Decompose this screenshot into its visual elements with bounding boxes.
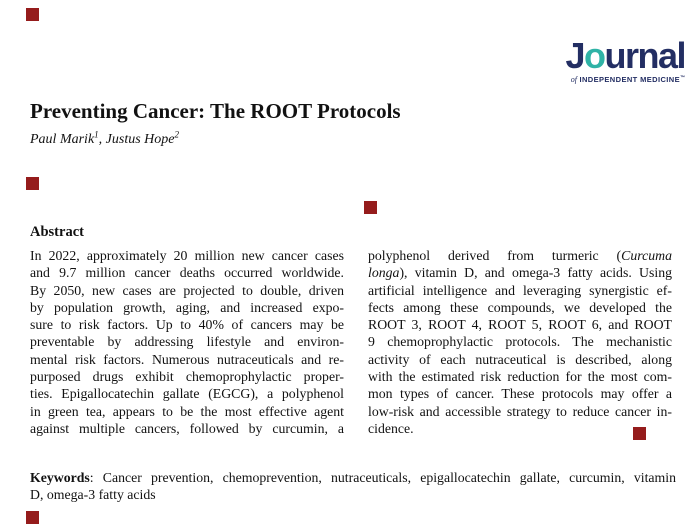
logo-tagline <box>565 75 685 84</box>
abstract-line: preventable by addressing lifestyle and environ- <box>30 334 344 350</box>
abstract-line: cidence. <box>368 420 414 436</box>
keywords-block <box>30 469 676 504</box>
annotation-marker-square <box>26 511 39 524</box>
logo-tagline-of: of <box>570 75 577 84</box>
abstract-line: By 2050, new cases are projected to double, driven <box>30 282 344 298</box>
annotation-marker-square <box>26 8 39 21</box>
keywords-line-2: D, omega-3 fatty acids <box>30 487 156 503</box>
abstract-line: 9 chemoprophylactic protocols. The mechanistic <box>368 334 672 350</box>
abstract-line: low-risk and accessible strategy to reduce cancer in- <box>368 403 672 419</box>
keywords-label: Keywords <box>30 470 90 485</box>
abstract-line: fects among these compounds, we developed the <box>368 299 672 315</box>
annotation-marker-square <box>26 177 39 190</box>
abstract-body <box>30 247 672 437</box>
logo-letters-urnal: urnal <box>604 35 685 76</box>
author-name: Paul Marik <box>30 132 95 147</box>
author-name: Justus Hope <box>105 132 175 147</box>
logo-wordmark <box>565 35 685 76</box>
logo-letter-j: J <box>565 35 584 76</box>
trademark-symbol: ™ <box>680 75 685 81</box>
abstract-line: artificial intelligence and leveraging synergistic ef- <box>368 282 672 298</box>
abstract-line: sure to risk factors. Up to 40% of cancers may be <box>30 317 344 333</box>
abstract-line: by population growth, aging, and increased expo- <box>30 299 344 315</box>
paper-title: Preventing Cancer: The ROOT Protocols <box>30 99 401 123</box>
abstract-line: In 2022, approximately 20 million new cancer cases <box>30 248 344 263</box>
abstract-line: ROOT 3, ROOT 4, ROOT 5, ROOT 6, and ROOT <box>368 317 672 333</box>
logo-letter-o: o <box>583 35 605 76</box>
abstract-column-left <box>30 247 344 437</box>
abstract-line: activity of each nutraceutical is described, along <box>368 351 672 367</box>
logo-tagline-text: INDEPENDENT MEDICINE <box>579 75 680 84</box>
abstract-line: and 9.7 million cancer deaths occurred worldwide. <box>30 265 344 281</box>
abstract-line: purposed drugs exhibit chemoprophylactic proper- <box>30 369 344 385</box>
keywords-line-1 <box>30 469 676 486</box>
keywords-text: : Cancer prevention, chemoprevention, nutraceuticals, epigallocatechin gallate, curcumin, vitamin <box>89 470 676 485</box>
abstract-heading: Abstract <box>30 224 84 240</box>
journal-logo <box>565 35 685 84</box>
annotation-marker-square <box>633 427 646 440</box>
abstract-line: polyphenol derived from turmeric (Curcuma <box>368 248 672 263</box>
author-affiliation-superscript: 1 <box>94 129 99 140</box>
abstract-line: longa), vitamin D, and omega-3 fatty acids. Using <box>368 265 672 281</box>
author-affiliation-superscript: 2 <box>174 129 179 140</box>
abstract-line: in green tea, appears to be the most effective agent <box>30 403 344 419</box>
abstract-column-right <box>368 247 672 437</box>
annotation-marker-square <box>364 201 377 214</box>
authors-line: Paul Marik$^1$, Justus Hope$^2$ <box>30 129 179 147</box>
abstract-line: against multiple cancers, followed by curcumin, a <box>30 420 344 436</box>
abstract-line: mon types of cancer. These protocols may offer a <box>368 386 672 402</box>
abstract-line: ties. Epigallocatechin gallate (EGCG), a polyphenol <box>30 386 344 402</box>
abstract-line: mental risk factors. Numerous nutraceuticals and re- <box>30 351 344 367</box>
abstract-line: with the estimated risk reduction for the most com- <box>368 369 672 385</box>
